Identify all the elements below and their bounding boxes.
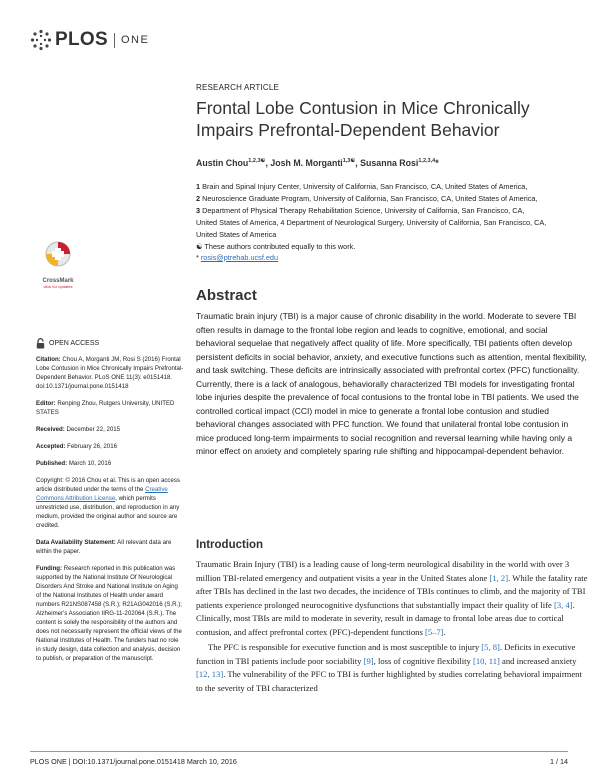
published-date: March 10, 2016 — [68, 460, 112, 467]
citation-link[interactable]: [12, 13] — [196, 669, 224, 679]
page-footer — [30, 757, 568, 766]
received-label: Received: — [36, 426, 65, 433]
author-affil-sup: 1,2,3,4 — [418, 158, 436, 165]
citation-link[interactable]: [9] — [363, 655, 374, 666]
journal-sub: ONE — [120, 34, 150, 46]
affiliation-line — [196, 229, 591, 241]
citation-link[interactable]: [1, 2] — [489, 572, 509, 583]
open-lock-icon — [36, 338, 45, 349]
plos-dots-icon — [30, 29, 52, 51]
affiliation-line — [196, 217, 591, 229]
affiliation-text: United States of America — [196, 230, 277, 239]
affiliation-number: 2 — [196, 194, 201, 203]
editor-text: Renping Zhou, Rutgers University, UNITED STATES — [36, 400, 175, 416]
affiliation-text: United States of America, 4 Department of Neurological Surgery, University of California, San Francisco, CA, — [196, 218, 547, 227]
article-type: RESEARCH ARTICLE — [196, 83, 280, 92]
journal-name: PLOS — [55, 29, 108, 50]
data-availability-label: Data Availability Statement: — [36, 539, 116, 546]
author-name[interactable]: Austin Chou — [196, 158, 249, 168]
received-block — [36, 425, 184, 434]
author-sep: , — [265, 158, 271, 168]
footer-citation: PLOS ONE | DOI:10.1371/journal.pone.0151418 March 10, 2016 — [30, 757, 237, 766]
intro-text: and increased anxiety — [499, 655, 577, 666]
abstract-text: Traumatic brain injury (TBI) is a major cause of chronic disability in the world. Moderate to severe TBI often results in damage to the frontal lobe region and leads to cognitive, emotional, and social behavioral sequelae that negatively affect quality of life. More specifically, TBI patients often develop persistent deficits in social behavior, anxiety, and executive functions such as attention, mental flexibility, and task switching. These deficits are intrinsically associated with prefrontal cortex (PFC) functionality. Currently, there is a lack of analogous, behaviorally characterized TBI models for investigating frontal lobe injuries despite the prevalence of focal contusions to the frontal lobe in TBI patients. We used the controlled cortical impact (CCI) model in mice to generate a frontal lobe contusion and studied behavioral changes associated with PFC function. We found that unilateral frontal lobe contusion in mice produced long-term impairments to social recognition and reversal learning while having only a minor effect on anxiety and completely sparing rule shifting and hippocampal-dependent behavior. — [196, 311, 587, 456]
citation-block — [36, 355, 184, 391]
equal-contribution-note: ☯ These authors contributed equally to this work. — [196, 242, 356, 251]
footer-divider — [30, 751, 568, 752]
intro-paragraph — [196, 558, 589, 639]
affiliations — [196, 181, 591, 241]
affiliation-text: Department of Physical Therapy Rehabilitation Science, University of California, San Francisco, CA, — [202, 206, 525, 215]
email-link[interactable]: rosis@ptrehab.ucsf.edu — [200, 253, 279, 262]
intro-paragraph — [196, 641, 589, 695]
funding-block — [36, 564, 184, 663]
accepted-date: February 26, 2016 — [67, 443, 117, 450]
page-number: 1 / 14 — [550, 757, 568, 766]
author-name[interactable]: Josh M. Morganti — [270, 158, 343, 168]
citation-text: Chou A, Morganti JM, Rosi S (2016) Frontal Lobe Contusion in Mice Chronically Impairs Prefrontal-Dependent Behavior. PLoS ONE 11(3): e0151418. doi:10.1371/journal.pone.0151418 — [36, 356, 184, 390]
corresponding-email-line — [196, 252, 586, 263]
editor-label: Editor: — [36, 400, 56, 407]
intro-text: . — [443, 626, 446, 637]
published-block — [36, 459, 184, 468]
citation-label: Citation: — [36, 356, 61, 363]
introduction-body — [196, 558, 589, 695]
affiliation-line — [196, 193, 591, 205]
open-access-badge — [36, 338, 184, 349]
affiliation-text: Neuroscience Graduate Program, University of California, San Francisco, CA, United States of America, — [202, 194, 538, 203]
affiliation-text: Brain and Spinal Injury Center, University of California, San Francisco, CA, United States of America, — [202, 182, 528, 191]
copyright-block — [36, 476, 184, 530]
crossmark-icon — [43, 240, 73, 272]
affiliation-number: 1 — [196, 182, 201, 191]
crossmark-sub: click for updates — [43, 284, 73, 289]
abstract-heading: Abstract — [196, 287, 257, 304]
intro-text: . Deficits in executive function in TBI patients include poor sociability — [196, 642, 576, 666]
author-list — [196, 158, 439, 168]
logo-divider — [114, 33, 115, 48]
received-date: December 22, 2015 — [66, 426, 121, 433]
funding-text: Research reported in this publication was supported by the National Institute Of Neurological Disorders And Stroke and National Institute on Aging of the National Institutes of Health under award numbers R21NS087458 (S.R.); R21AG042016 (S.R.); Alzheimer's Association IIRG-11-202064 (S.R.). The content is solely the responsibility of the authors and does not necessarily represent the official views of the National Institutes of Health. The funders had no role in study design, data collection and analysis, decision to publish, or preparation of the manuscript. — [36, 565, 182, 662]
editor-block — [36, 399, 184, 417]
accepted-label: Accepted: — [36, 443, 66, 450]
crossmark-badge[interactable] — [36, 240, 80, 289]
open-access-label: OPEN ACCESS — [49, 340, 100, 347]
published-label: Published: — [36, 460, 68, 467]
intro-text: The PFC is responsible for executive function and is most susceptible to injury — [208, 642, 482, 652]
data-availability-text: All relevant data are within the paper. — [36, 539, 172, 555]
introduction-heading: Introduction — [196, 539, 264, 551]
article-sidebar — [36, 338, 184, 671]
affiliation-number: 3 — [196, 206, 201, 215]
copyright-text: Copyright: © 2016 Chou et al. This is an open access article distributed under the terms of the — [36, 477, 180, 493]
accepted-block — [36, 442, 184, 451]
citation-link[interactable]: [5, 8] — [481, 642, 500, 652]
affiliation-line — [196, 181, 591, 193]
author-notes — [196, 241, 586, 263]
intro-text: Traumatic Brain Injury (TBI) is a leading cause of long-term neurological disability in the world with over 3 million TBI-related emergency and outpatient visits a year in the United States alone — [196, 559, 570, 583]
author-name[interactable]: Susanna Rosi — [360, 158, 419, 168]
affiliation-line — [196, 205, 591, 217]
funding-label: Funding: — [36, 565, 63, 572]
article-title: Frontal Lobe Contusion in Mice Chronically Impairs Prefrontal-Dependent Behavior — [196, 98, 530, 140]
intro-text: . Clinically, most TBIs are mild to moderate in severity, result in damage to frontal lobe areas due to cortical contusion, and affect prefrontal cortex (PFC)-dependent functions — [196, 599, 575, 637]
data-availability-block — [36, 538, 184, 556]
journal-logo — [30, 28, 149, 52]
license-link[interactable]: Creative Commons Attribution License — [36, 486, 168, 502]
citation-link[interactable]: [5–7] — [424, 626, 444, 637]
intro-text: . The vulnerability of the PFC to TBI is further highlighted by studies correlating behavioral impairment to the severity of TBI characterized — [196, 669, 582, 693]
intro-text: . While the fatality rate after TBIs has declined in the last two decades, the incidence of TBIs continues to climb, and the majority of TBI patients experience prolonged neurocognitive dysfunctions that substantially impact their quality of life — [196, 572, 588, 610]
intro-text: , loss of cognitive flexibility — [373, 655, 473, 666]
author-sep: , — [355, 158, 361, 168]
corresponding-mark: * — [196, 253, 199, 262]
citation-link[interactable]: [10, 11] — [472, 655, 500, 666]
author-affil-sup: 1,3☯ — [342, 158, 356, 165]
crossmark-label: CrossMark — [42, 278, 74, 284]
corresponding-mark: * — [435, 158, 439, 168]
citation-link[interactable]: [3, 4] — [553, 599, 573, 610]
author-affil-sup: 1,2,3☯ — [248, 158, 266, 165]
copyright-text-end: , which permits unrestricted use, distribution, and reproduction in any medium, provided the original author and source are credited. — [36, 495, 180, 529]
